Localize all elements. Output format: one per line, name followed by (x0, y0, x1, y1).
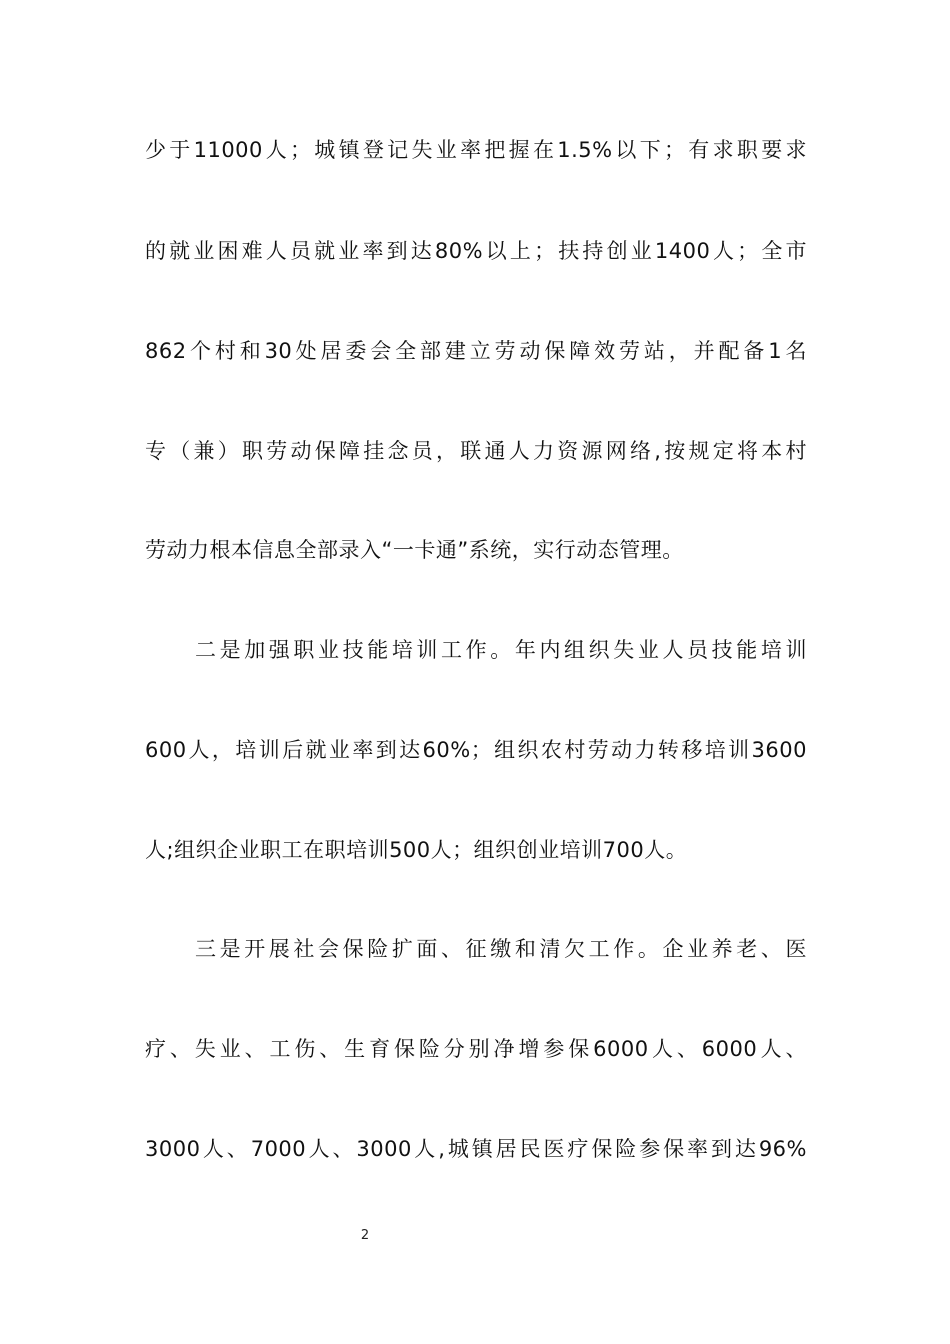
text-line: 专（兼）职劳动保障挂念员，联通人力资源网络,按规定将本村 (145, 439, 807, 463)
text-line: 人;组织企业职工在职培训500人；组织创业培训700人。 (145, 838, 688, 862)
text-line: 劳动力根本信息全部录入“一卡通”系统，实行动态管理。 (145, 538, 684, 562)
paragraph-first-line: 二是加强职业技能培训工作。年内组织失业人员技能培训 (195, 638, 807, 662)
text-line: 862个村和30处居委会全部建立劳动保障效劳站，并配备1名 (145, 339, 807, 363)
text-line: 3000人、7000人、3000人,城镇居民医疗保险参保率到达96% (145, 1137, 807, 1161)
text-line: 的就业困难人员就业率到达80%以上；扶持创业1400人；全市 (145, 239, 807, 263)
text-line: 少于11000人；城镇登记失业率把握在1.5%以下；有求职要求 (145, 138, 807, 162)
text-line: 疗、失业、工伤、生育保险分别净增参保6000人、6000人、 (145, 1037, 807, 1061)
paragraph-first-line: 三是开展社会保险扩面、征缴和清欠工作。企业养老、医 (195, 937, 807, 961)
page-number: 2 (360, 1228, 370, 1243)
text-line: 600人，培训后就业率到达60%；组织农村劳动力转移培训3600 (145, 738, 807, 762)
